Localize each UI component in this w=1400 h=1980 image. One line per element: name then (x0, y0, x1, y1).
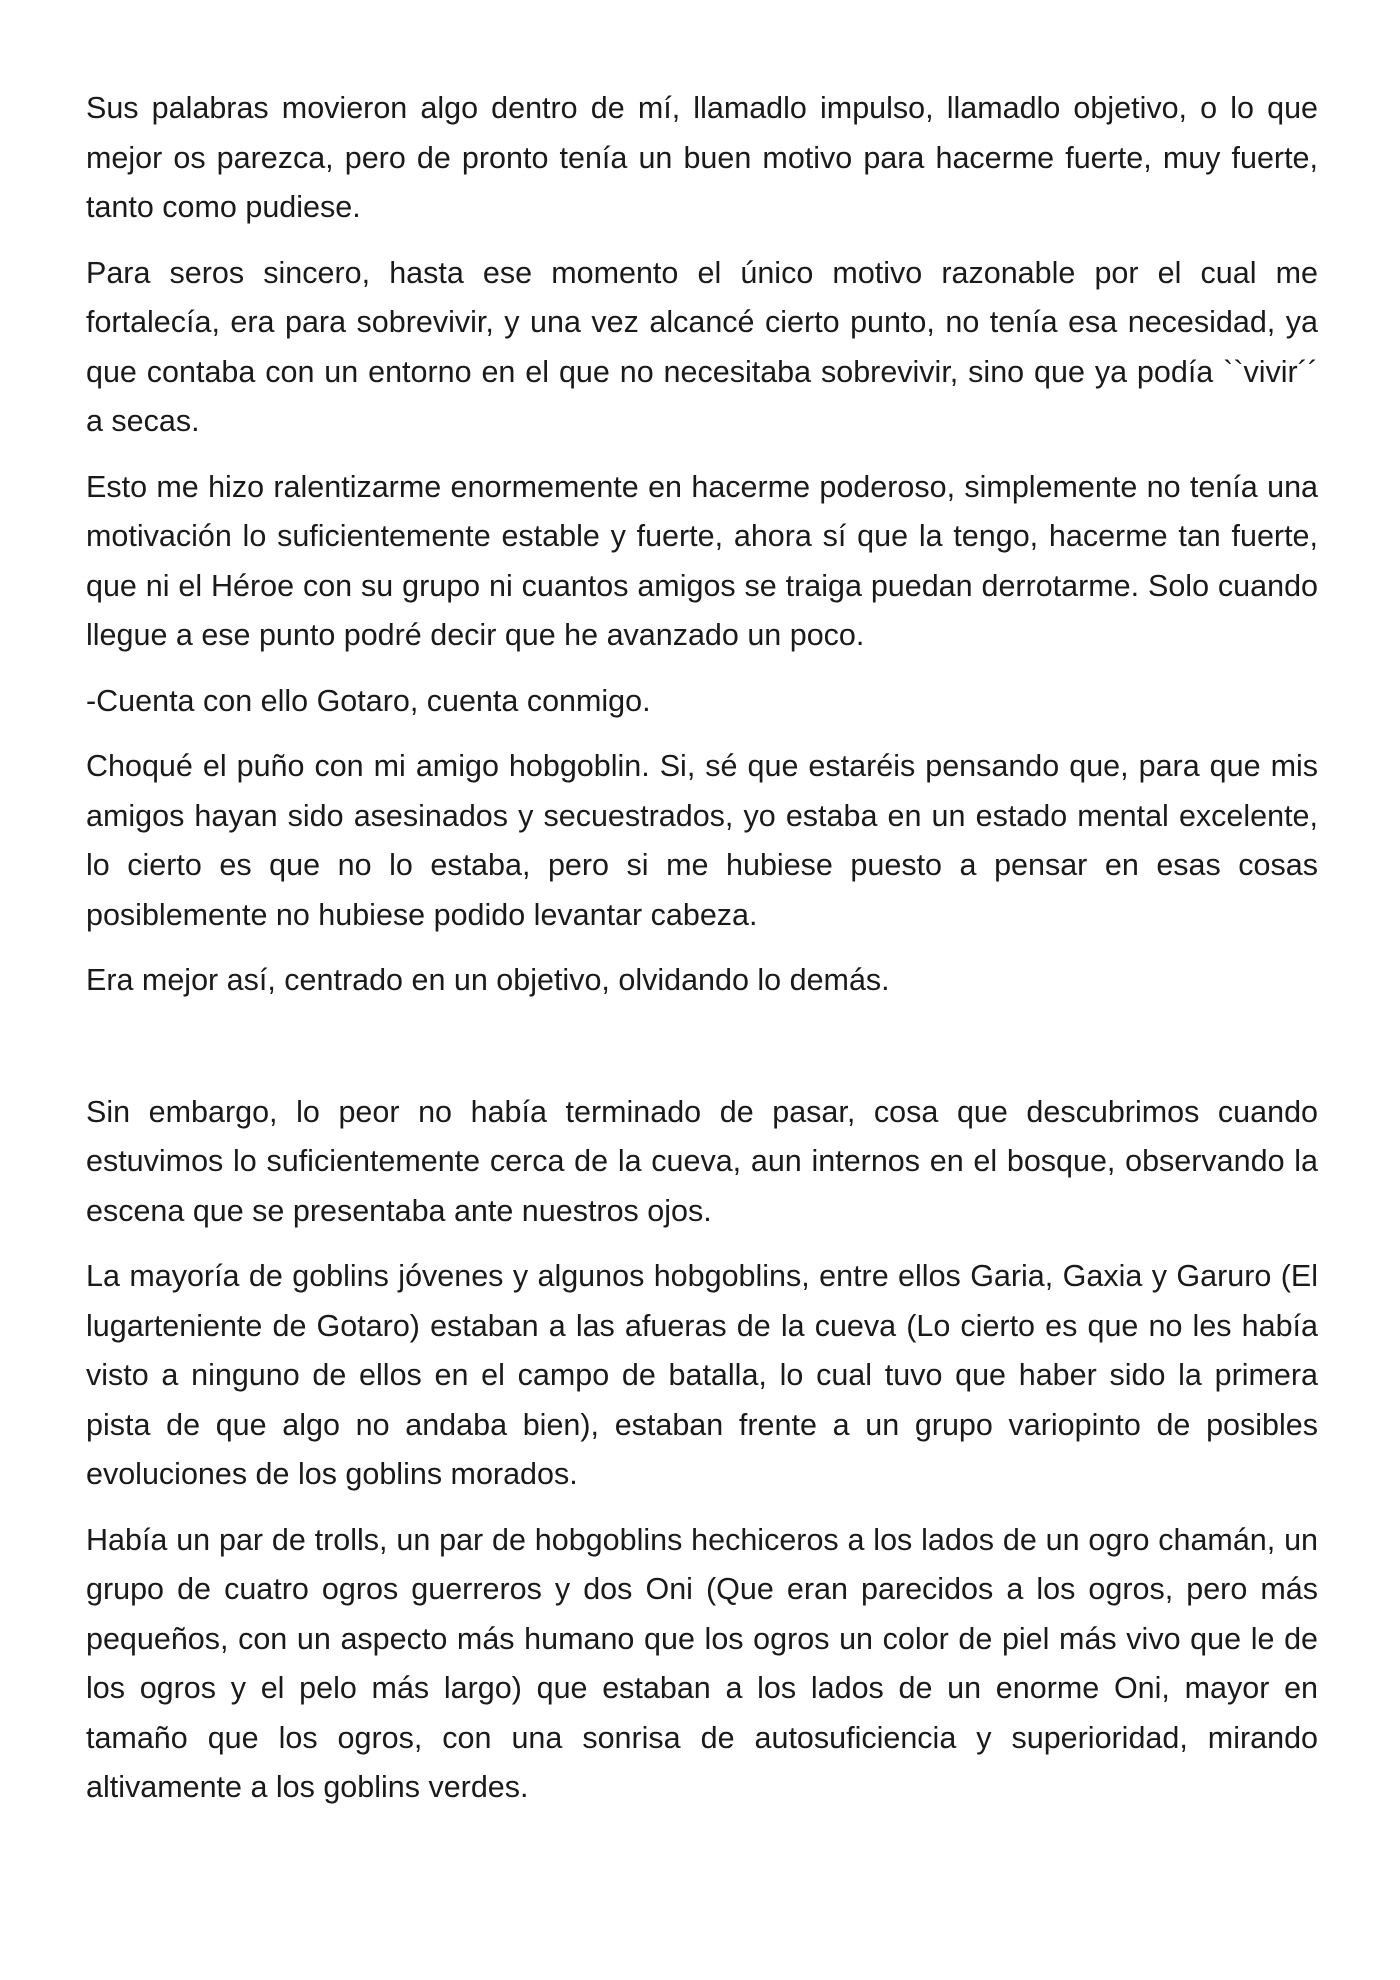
paragraph: Para seros sincero, hasta ese momento el único motivo razonable por el cual me fortalecía, era para sobrevivir, y una vez alcancé cierto punto, no tenía esa necesidad, ya que contaba con un entorno en el que no necesitaba sobrevivir, sino que ya podía ``vivir´´ a secas. (86, 255, 1318, 438)
paragraph: Era mejor así, centrado en un objetivo, olvidando lo demás. (86, 963, 890, 997)
paragraph: Sin embargo, lo peor no había terminado de pasar, cosa que descubrimos cuando estuvimos lo suficientemente cerca de la cueva, aun internos en el bosque, observando la escena que se presentaba ante nuestros ojos. (86, 1094, 1318, 1228)
paragraph: Había un par de trolls, un par de hobgoblins hechiceros a los lados de un ogro chamán, un grupo de cuatro ogros guerreros y dos Oni (Que eran parecidos a los ogros, pero más pequeños, con un aspecto más humano que los ogros un color de piel más vivo que le de los ogros y el pelo más largo) que estaban a los lados de un enorme Oni, mayor en tamaño que los ogros, con una sonrisa de autosuficiencia y superioridad, mirando altivamente a los goblins verdes. (86, 1522, 1318, 1804)
paragraph: Esto me hizo ralentizarme enormemente en hacerme poderoso, simplemente no tenía una motivación lo suficientemente estable y fuerte, ahora sí que la tengo, hacerme tan fuerte, que ni el Héroe con su grupo ni cuantos amigos se traiga puedan derrotarme. Solo cuando llegue a ese punto podré decir que he avanzado un poco. (86, 469, 1318, 652)
document-page (86, 84, 1318, 1829)
dialogue-line: -Cuenta con ello Gotaro, cuenta conmigo. (86, 683, 651, 718)
section-break (86, 1022, 1318, 1088)
paragraph: La mayoría de goblins jóvenes y algunos hobgoblins, entre ellos Garia, Gaxia y Garuro (El lugarteniente de Gotaro) estaban a las afueras de la cueva (Lo cierto es que no les había visto a ninguno de ellos en el campo de batalla, lo cual tuvo que haber sido la primera pista de que algo no andaba bien), estaban frente a un grupo variopinto de posibles evoluciones de los goblins morados. (86, 1259, 1318, 1491)
paragraph: Choqué el puño con mi amigo hobgoblin. Si, sé que estaréis pensando que, para que mis amigos hayan sido asesinados y secuestrados, yo estaba en un estado mental excelente, lo cierto es que no lo estaba, pero si me hubiese puesto a pensar en esas cosas posiblemente no hubiese podido levantar cabeza. (86, 749, 1318, 932)
paragraph: Sus palabras movieron algo dentro de mí, llamadlo impulso, llamadlo objetivo, o lo que mejor os parezca, pero de pronto tenía un buen motivo para hacerme fuerte, muy fuerte, tanto como pudiese. (86, 91, 1318, 224)
